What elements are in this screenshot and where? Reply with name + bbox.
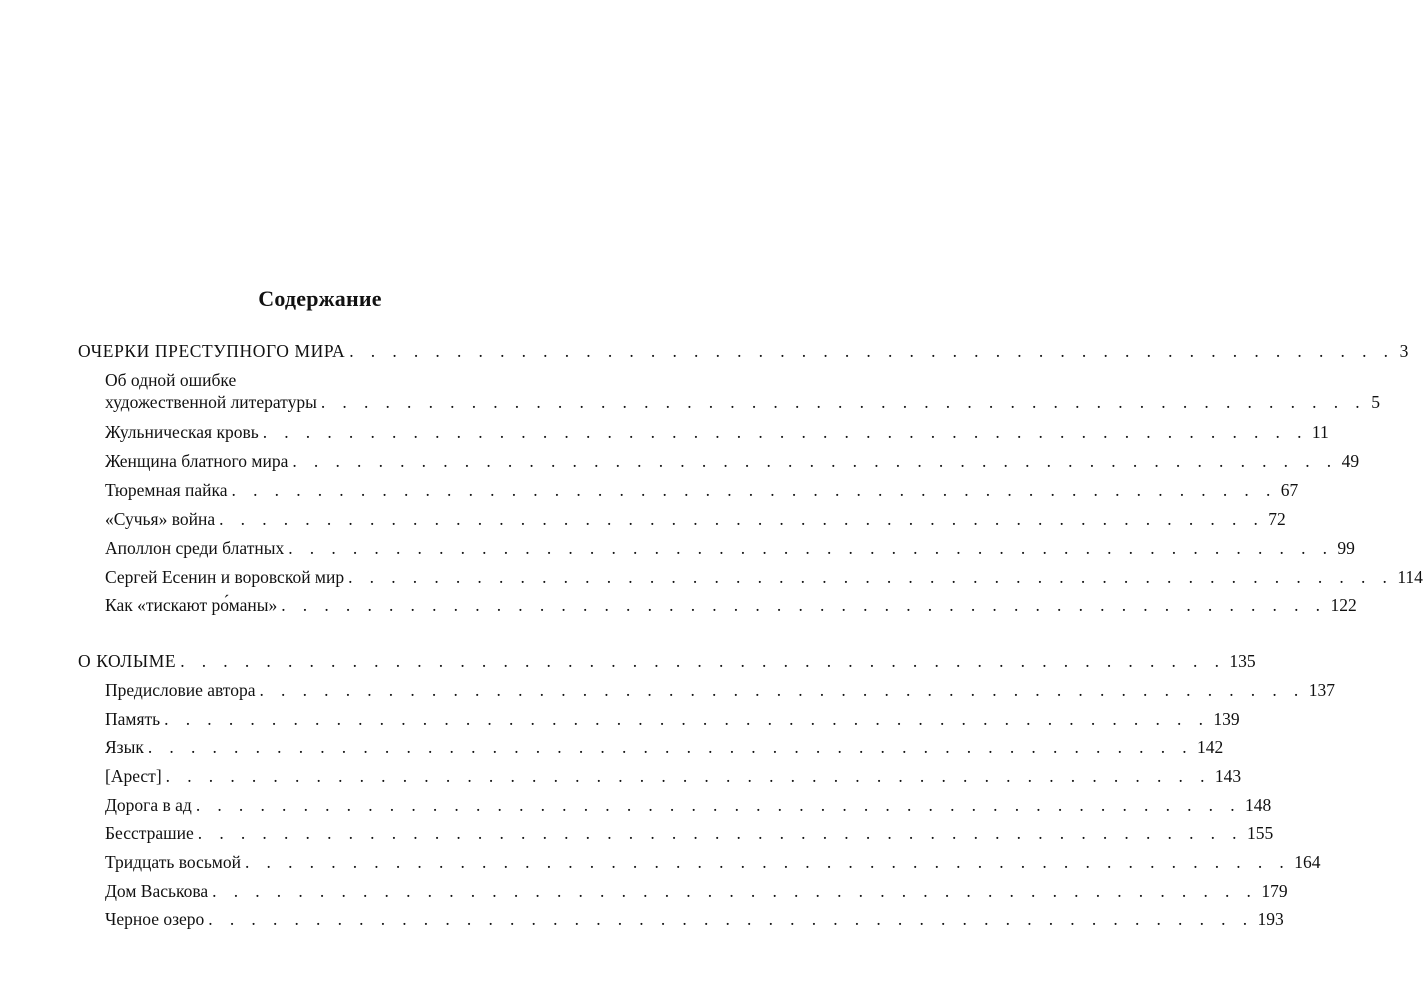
toc-leader-dots: . . . . . . . . . . . . . . . . . . . . . . . . . . . . . . . . . . . . . . . . . . . . . . . . . [245, 852, 1291, 872]
toc-leader-dots: . . . . . . . . . . . . . . . . . . . . . . . . . . . . . . . . . . . . . . . . . . . . . . . . . [281, 595, 1327, 615]
toc-page-number: 148 [1245, 795, 1272, 815]
toc-page-number: 67 [1280, 480, 1299, 500]
toc-entry[interactable] [105, 421, 1329, 443]
toc-entry-label: художественной литературы [105, 392, 317, 412]
toc-leader-dots: . . . . . . . . . . . . . . . . . . . . . . . . . . . . . . . . . . . . . . . . . . . . . . . . . [288, 538, 1334, 558]
toc-entry-label: Дорога в ад [105, 795, 192, 815]
toc-entry-label: Предисловие автора [105, 680, 256, 700]
toc-entry[interactable] [105, 679, 1335, 701]
toc-entry[interactable] [105, 794, 1272, 816]
toc-leader-dots: . . . . . . . . . . . . . . . . . . . . . . . . . . . . . . . . . . . . . . . . . . . . . . . . . [180, 651, 1226, 671]
toc-leader-dots: . . . . . . . . . . . . . . . . . . . . . . . . . . . . . . . . . . . . . . . . . . . . . . . . . [348, 567, 1394, 587]
toc-leader-dots: . . . . . . . . . . . . . . . . . . . . . . . . . . . . . . . . . . . . . . . . . . . . . . . . . [164, 709, 1210, 729]
toc-entry[interactable] [105, 765, 1242, 787]
toc-entry[interactable] [105, 508, 1286, 530]
toc-entry[interactable] [105, 708, 1240, 730]
toc-page-number: 5 [1371, 392, 1381, 412]
toc-entry[interactable] [105, 851, 1321, 873]
toc-entry-label: Память [105, 709, 161, 729]
toc-leader-dots: . . . . . . . . . . . . . . . . . . . . . . . . . . . . . . . . . . . . . . . . . . . . . . . . . [212, 881, 1258, 901]
toc-entry-label: Женщина блатного мира [105, 451, 289, 471]
toc-page-number: 155 [1246, 823, 1274, 843]
toc-leader-dots: . . . . . . . . . . . . . . . . . . . . . . . . . . . . . . . . . . . . . . . . . . . . . . . . . [165, 766, 1211, 786]
toc-page-number: 122 [1330, 595, 1357, 615]
toc-page-number: 193 [1257, 909, 1284, 929]
toc-entry-label: Тридцать восьмой [105, 852, 241, 872]
toc-page-number: 11 [1311, 422, 1329, 442]
toc-leader-dots: . . . . . . . . . . . . . . . . . . . . . . . . . . . . . . . . . . . . . . . . . . . . . . . . . [197, 823, 1243, 843]
toc-page-number: 142 [1197, 737, 1224, 757]
toc-entry[interactable] [105, 594, 1357, 616]
toc-entry-label: «Сучья» война [105, 509, 216, 529]
toc-entry-label: Бесстрашие [105, 823, 194, 843]
toc-entry-label: Как «тискают ро́маны» [105, 595, 278, 615]
toc-entry-label: [Арест] [105, 766, 162, 786]
toc-entry[interactable] [105, 537, 1355, 559]
toc-entry-label: Аполлон среди блатных [105, 538, 285, 558]
toc-leader-dots: . . . . . . . . . . . . . . . . . . . . . . . . . . . . . . . . . . . . . . . . . . . . . . . . . [147, 737, 1194, 757]
toc-page-number: 99 [1337, 538, 1355, 558]
toc-leader-dots: . . . . . . . . . . . . . . . . . . . . . . . . . . . . . . . . . . . . . . . . . . . . . . . . . [208, 909, 1254, 929]
toc-entry-label: Язык [105, 737, 144, 757]
toc-leader-dots: . . . . . . . . . . . . . . . . . . . . . . . . . . . . . . . . . . . . . . . . . . . . . . . . . [231, 480, 1277, 500]
toc-entry-label-line1: Об одной ошибке [105, 370, 237, 390]
toc-leader-dots: . . . . . . . . . . . . . . . . . . . . . . . . . . . . . . . . . . . . . . . . . . . . . . . . . [195, 795, 1242, 815]
toc-page-number: 135 [1229, 651, 1256, 671]
toc-page-number: 164 [1294, 852, 1321, 872]
toc-page-number: 139 [1213, 709, 1240, 729]
toc-section-2[interactable] [78, 650, 1256, 672]
toc-entry[interactable] [105, 908, 1284, 930]
toc-page-number: 3 [1399, 341, 1409, 361]
toc-page-number: 114 [1397, 567, 1423, 587]
toc-page-number: 72 [1268, 509, 1286, 529]
page-title: Содержание [258, 286, 382, 311]
toc-entry-label: Сергей Есенин и воровской мир [105, 567, 345, 587]
toc-page-number: 49 [1341, 451, 1360, 471]
toc-leader-dots: . . . . . . . . . . . . . . . . . . . . . . . . . . . . . . . . . . . . . . . . . . . . . . . . . [292, 451, 1338, 471]
toc-entry-label: Черное озеро [105, 909, 205, 929]
toc-leader-dots: . . . . . . . . . . . . . . . . . . . . . . . . . . . . . . . . . . . . . . . . . . . . . . . . . [349, 341, 1395, 361]
toc-entry[interactable] [105, 880, 1288, 902]
toc-entry[interactable] [105, 391, 1381, 413]
toc-entry[interactable] [105, 566, 1423, 588]
toc-entry[interactable] [105, 479, 1299, 501]
toc-page-number: 179 [1261, 881, 1288, 901]
toc-entry[interactable] [105, 736, 1224, 758]
toc-leader-dots: . . . . . . . . . . . . . . . . . . . . . . . . . . . . . . . . . . . . . . . . . . . . . . . . . [259, 680, 1305, 700]
toc-entry-label: Тюремная пайка [105, 480, 228, 500]
toc-page-number: 137 [1308, 680, 1335, 700]
toc-entry-label: Жульническая кровь [105, 422, 259, 442]
toc-leader-dots: . . . . . . . . . . . . . . . . . . . . . . . . . . . . . . . . . . . . . . . . . . . . . . . . . [320, 392, 1367, 412]
toc-section-1[interactable] [78, 340, 1409, 362]
toc-page-number: 143 [1214, 766, 1242, 786]
toc-entry-label: Дом Васькова [105, 881, 209, 901]
toc-section-label: ОЧЕРКИ ПРЕСТУПНОГО МИРА [78, 341, 346, 361]
toc-entry[interactable] [105, 822, 1274, 844]
toc-entry[interactable] [105, 450, 1360, 472]
toc-section-label: О КОЛЫМЕ [78, 651, 177, 671]
toc-leader-dots: . . . . . . . . . . . . . . . . . . . . . . . . . . . . . . . . . . . . . . . . . . . . . . . . . [262, 422, 1308, 442]
toc-leader-dots: . . . . . . . . . . . . . . . . . . . . . . . . . . . . . . . . . . . . . . . . . . . . . . . . . [219, 509, 1265, 529]
